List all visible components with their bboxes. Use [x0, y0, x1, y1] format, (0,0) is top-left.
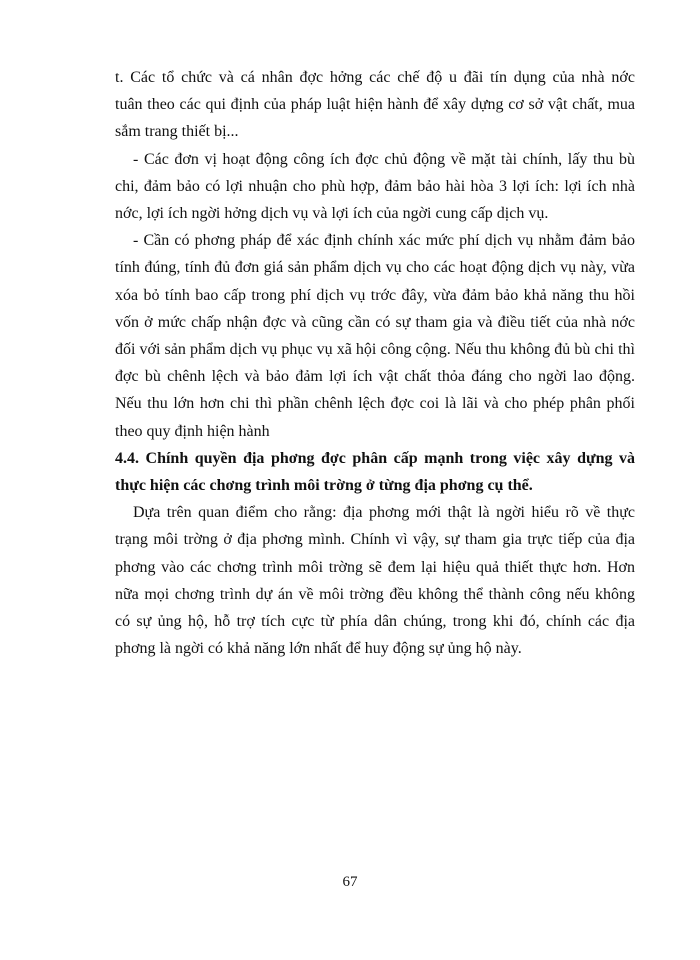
text-line: tuân theo các qui định của pháp luật hiện hành để xây dựng cơ sở vật chất, mua [115, 96, 635, 114]
text-line: sắm trang thiết bị... [115, 123, 239, 141]
text-line: tính đúng, tính đủ đơn giá sản phẩm dịch vụ cho các hoạt động dịch vụ này, vừa [115, 259, 635, 277]
text-line: Nếu thu lớn hơn chi thì phần chênh lệch đợc coi là lãi và cho phép phân phối [115, 395, 635, 413]
paragraph-1 [115, 64, 635, 146]
paragraph-3 [115, 227, 635, 445]
text-line: xóa bỏ tính bao cấp trong phí dịch vụ trớc đây, vừa đảm bảo khả năng thu hồi [115, 286, 635, 304]
text-line: vốn ở mức chấp nhận đợc và cũng cần có sự tham gia và điều tiết của nhà nớc [115, 313, 635, 331]
text-line: nớc, lợi ích ngời hởng dịch vụ và lợi ích của ngời cung cấp dịch vụ. [115, 205, 549, 223]
text-line: t. Các tổ chức và cá nhân đợc hởng các chế độ u đãi tín dụng của nhà nớc [115, 69, 635, 86]
text-line: phơng là ngời có khả năng lớn nhất để huy động sự ủng hộ này. [115, 640, 522, 658]
body-text [115, 64, 635, 662]
heading-line: 4.4. Chính quyền địa phơng đợc phân cấp mạnh trong việc xây dựng và [115, 449, 635, 467]
text-line: đối với sản phẩm dịch vụ phục vụ xã hội công cộng. Nếu thu không đủ bù chi thì [115, 341, 635, 359]
text-line: có sự ủng hộ, hỗ trợ tích cực từ phía dân chúng, trong khi đó, chính các địa [115, 613, 635, 631]
paragraph-2 [115, 146, 635, 228]
text-line: - Các đơn vị hoạt động công ích đợc chủ động về mặt tài chính, lấy thu bù [133, 150, 635, 168]
paragraph-4 [115, 499, 635, 662]
text-line: phơng vào các chơng trình môi trờng sẽ đem lại hiệu quả thiết thực hơn. Hơn [115, 558, 635, 576]
text-line: trạng môi trờng ở địa phơng mình. Chính vì vậy, sự tham gia trực tiếp của địa [115, 531, 635, 549]
page-number: 67 [342, 874, 358, 890]
heading-line: thực hiện các chơng trình môi trờng ở từng địa phơng cụ thể. [115, 477, 533, 495]
text-line: đợc bù chênh lệch và bảo đảm lợi ích vật chất thỏa đáng cho ngời lao động. [115, 368, 635, 386]
section-heading [115, 445, 635, 499]
text-line: nữa mọi chơng trình dự án về môi trờng đều không thể thành công nếu không [115, 585, 635, 603]
text-line: Dựa trên quan điểm cho rằng: địa phơng mới thật là ngời hiểu rõ về thực [133, 504, 635, 522]
text-line: chi, đảm bảo có lợi nhuận cho phù hợp, đảm bảo hài hòa 3 lợi ích: lợi ích nhà [115, 177, 635, 195]
text-line: theo quy định hiện hành [115, 422, 270, 440]
text-line: - Cần có phơng pháp để xác định chính xác mức phí dịch vụ nhằm đảm bảo [133, 232, 635, 250]
